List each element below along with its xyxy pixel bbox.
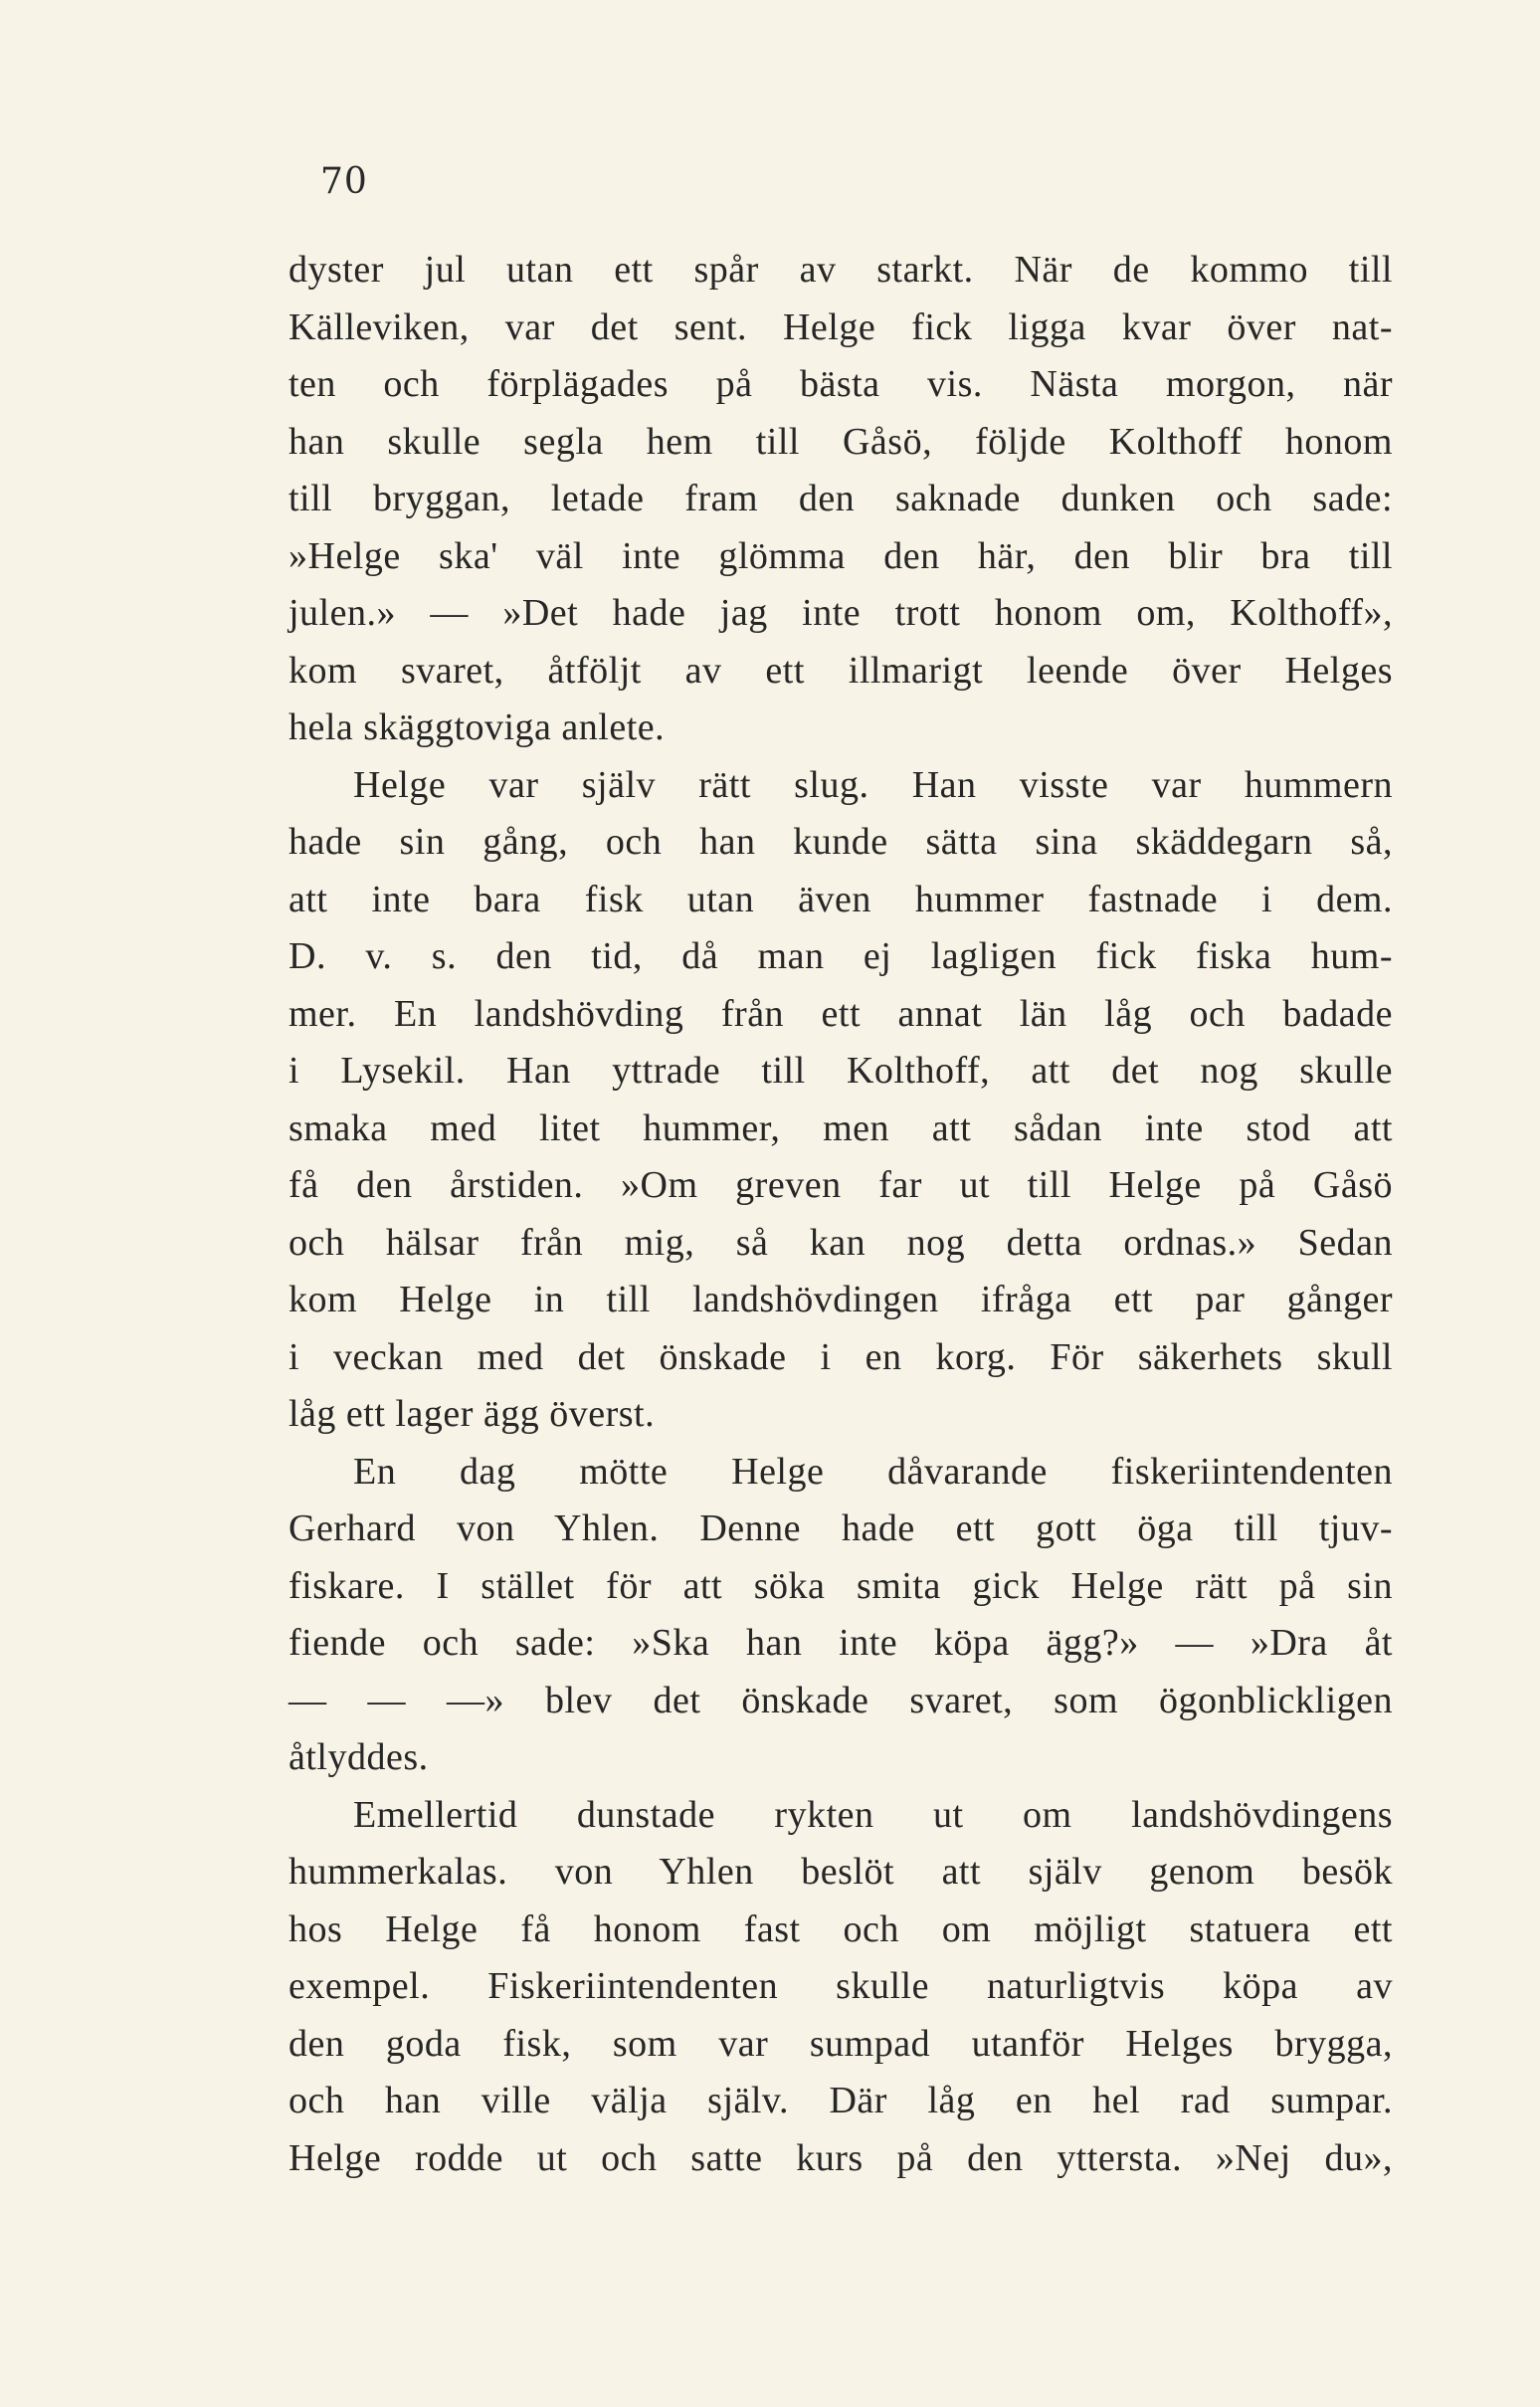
text-line: En dag mötte Helge dåvarande fiskeriintendenten xyxy=(353,1450,1393,1493)
text-line: hela skäggtoviga anlete. xyxy=(289,706,666,748)
text-line: och han ville välja själv. Där låg en hel rad sumpar. xyxy=(289,2080,1393,2121)
text-line: kom svaret, åtföljt av ett illmarigt leende över Helges xyxy=(289,649,1393,692)
text-line: Helge var själv rätt slug. Han visste var hummern xyxy=(353,763,1393,806)
text-line: till bryggan, letade fram den saknade dunken och sade: xyxy=(289,478,1393,519)
text-line: i veckan med det önskade i en korg. För säkerhets skull xyxy=(289,1335,1393,1378)
text-line: hos Helge få honom fast och om möjligt statuera ett xyxy=(289,1907,1393,1950)
text-line: den goda fisk, som var sumpad utanför Helges brygga, xyxy=(289,2022,1393,2065)
text-line: i Lysekil. Han yttrade till Kolthoff, att det nog skulle xyxy=(289,1050,1393,1092)
text-line: mer. En landshövding från ett annat län låg och badade xyxy=(289,992,1393,1035)
text-line: Emellertid dunstade rykten ut om landshövdingens xyxy=(353,1793,1393,1836)
page-number: 70 xyxy=(320,161,368,202)
text-line: och hälsar från mig, så kan nog detta ordnas.» Sedan xyxy=(289,1221,1393,1264)
text-line: dyster jul utan ett spår av starkt. När de kommo till xyxy=(289,249,1393,291)
text-line: — — —» blev det önskade svaret, som ögonblickligen xyxy=(289,1679,1393,1721)
text-line: Källeviken, var det sent. Helge fick ligga kvar över nat- xyxy=(289,305,1393,348)
text-line: kom Helge in till landshövdingen ifråga ett par gånger xyxy=(289,1279,1393,1320)
text-line: Helge rodde ut och satte kurs på den yttersta. »Nej du», xyxy=(289,2136,1393,2179)
text-line: hummerkalas. von Yhlen beslöt att själv genom besök xyxy=(289,1851,1393,1893)
text-line: få den årstiden. »Om greven far ut till Helge på Gåsö xyxy=(289,1164,1393,1206)
body-text xyxy=(289,242,1393,2187)
text-line: fiende och sade: »Ska han inte köpa ägg?» — »Dra åt xyxy=(289,1622,1393,1664)
text-line: han skulle segla hem till Gåsö, följde Kolthoff honom xyxy=(289,420,1393,463)
text-line: låg ett lager ägg överst. xyxy=(289,1393,656,1435)
text-line: att inte bara fisk utan även hummer fastnade i dem. xyxy=(289,878,1393,920)
text-line: åtlyddes. xyxy=(289,1736,429,1778)
text-line: ten och förplägades på bästa vis. Nästa morgon, när xyxy=(289,363,1393,405)
text-line: hade sin gång, och han kunde sätta sina skäddegarn så, xyxy=(289,821,1393,863)
text-line: julen.» — »Det hade jag inte trott honom om, Kolthoff», xyxy=(289,592,1393,634)
text-line: »Helge ska' väl inte glömma den här, den blir bra till xyxy=(289,534,1393,577)
text-line: Gerhard von Yhlen. Denne hade ett gott öga till tjuv- xyxy=(289,1507,1393,1549)
text-line: D. v. s. den tid, då man ej lagligen fick fiska hum- xyxy=(289,935,1393,977)
text-line: exempel. Fiskeriintendenten skulle naturligtvis köpa av xyxy=(289,1965,1393,2007)
text-line: fiskare. I stället för att söka smita gick Helge rätt på sin xyxy=(289,1564,1393,1607)
text-line: smaka med litet hummer, men att sådan inte stod att xyxy=(289,1106,1393,1149)
